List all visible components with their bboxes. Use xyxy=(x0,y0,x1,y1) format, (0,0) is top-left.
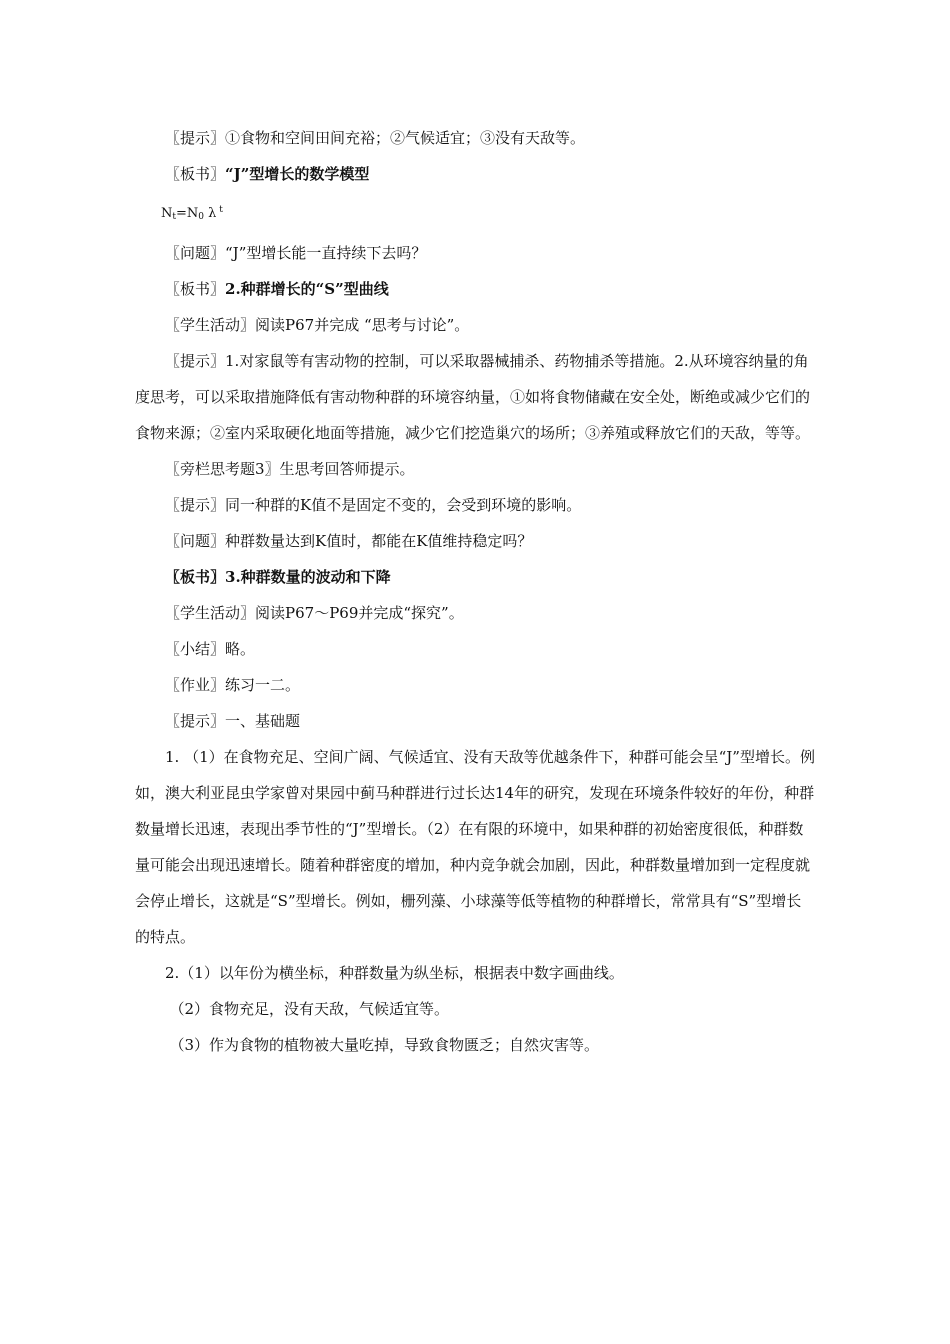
formula-eq: =N xyxy=(176,206,199,221)
answer-2-2 xyxy=(135,991,815,1027)
paragraph-tag: 〖板书〗 xyxy=(165,568,226,586)
paragraph-text: 2.（1）以年份为横坐标，种群数量为纵坐标，根据表中数字画曲线。 xyxy=(165,964,624,982)
formula-sub-0: 0 xyxy=(198,212,205,222)
paragraph-question-2 xyxy=(135,523,815,559)
paragraph-text: ①食物和空间田间充裕；②气候适宜；③没有天敌等。 xyxy=(225,129,586,147)
paragraph-tag: 〖提示〗 xyxy=(165,352,226,370)
board-heading: 3.种群数量的波动和下降 xyxy=(225,568,391,586)
formula-sub-t: t xyxy=(172,212,176,222)
paragraph-tag: 〖旁栏思考题3〗 xyxy=(165,460,280,478)
paragraph-sidebar-question xyxy=(135,451,815,487)
paragraph-tag: 〖问题〗 xyxy=(165,244,226,262)
answer-1 xyxy=(135,739,815,955)
formula-exp-t: t xyxy=(216,205,223,215)
paragraph-hint-2 xyxy=(135,343,815,451)
paragraph-text: 1.对家鼠等有害动物的控制，可以采取器械捕杀、药物捕杀等措施。2.从环境容纳量的角度思考，可以采取措施降低有害动物种群的环境容纳量，①如将食物储藏在安全处，断绝或减少它们的食物来源；②室内采取硬化地面等措施，减少它们挖造巢穴的场所；③养殖或释放它们的天敌，等等。 xyxy=(135,352,811,442)
paragraph-tag: 〖板书〗 xyxy=(165,165,226,183)
paragraph-text: （3）作为食物的植物被大量吃掉，导致食物匮乏；自然灾害等。 xyxy=(169,1036,600,1054)
paragraph-text: “J”型增长能一直持续下去吗？ xyxy=(225,244,427,262)
paragraph-tag: 〖小结〗 xyxy=(165,640,226,658)
paragraph-tag: 〖提示〗 xyxy=(165,129,226,147)
paragraph-homework xyxy=(135,667,815,703)
paragraph-text: 同一种群的K值不是固定不变的，会受到环境的影响。 xyxy=(225,496,582,514)
paragraph-text: 生思考回答师提示。 xyxy=(279,460,415,478)
paragraph-text: 1. （1）在食物充足、空间广阔、气候适宜、没有天敌等优越条件下，种群可能会呈“J”型增长。例如，澳大利亚昆虫学家曾对果园中蓟马种群进行过长达14年的研究，发现在环境条件较好的年份，种群数量增长迅速，表现出季节性的“J”型增长。（2）在有限的环境中，如果种群的初始密度很低，种群数量可能会出现迅速增长。随着种群密度的增加，种内竞争就会加剧，因此，种群数量增加到一定程度就会停止增长，这就是“S”型增长。例如，栅列藻、小球藻等低等植物的种群增长，常常具有“S”型增长的特点。 xyxy=(135,748,815,946)
paragraph-tag: 〖作业〗 xyxy=(165,676,226,694)
board-heading: 2.种群增长的“S”型曲线 xyxy=(225,280,389,298)
paragraph-hint-1 xyxy=(135,120,815,156)
paragraph-text: 一、基础题 xyxy=(225,712,301,730)
paragraph-tag: 〖提示〗 xyxy=(165,496,226,514)
document-body xyxy=(135,120,815,1063)
paragraph-board-2 xyxy=(135,271,815,307)
paragraph-board-1 xyxy=(135,156,815,192)
paragraph-text: 阅读P67并完成 “思考与讨论”。 xyxy=(255,316,470,334)
paragraph-tag: 〖问题〗 xyxy=(165,532,226,550)
paragraph-activity-2 xyxy=(135,595,815,631)
paragraph-summary xyxy=(135,631,815,667)
formula-lambda: λ xyxy=(204,206,217,221)
formula-j-growth xyxy=(135,192,815,235)
paragraph-text: 略。 xyxy=(225,640,256,658)
paragraph-tag: 〖板书〗 xyxy=(165,280,226,298)
paragraph-text: 种群数量达到K值时，都能在K值维持稳定吗？ xyxy=(225,532,533,550)
formula-n: N xyxy=(161,206,173,221)
paragraph-text: 阅读P67～P69并完成“探究”。 xyxy=(255,604,464,622)
paragraph-tag: 〖提示〗 xyxy=(165,712,226,730)
board-heading: “J”型增长的数学模型 xyxy=(225,165,370,183)
paragraph-board-3 xyxy=(135,559,815,595)
paragraph-hint-4 xyxy=(135,703,815,739)
paragraph-text: 练习一二。 xyxy=(225,676,301,694)
answer-2-3 xyxy=(135,1027,815,1063)
paragraph-text: （2）食物充足，没有天敌，气候适宜等。 xyxy=(169,1000,450,1018)
paragraph-question-1 xyxy=(135,235,815,271)
paragraph-tag: 〖学生活动〗 xyxy=(165,316,256,334)
paragraph-activity-1 xyxy=(135,307,815,343)
paragraph-tag: 〖学生活动〗 xyxy=(165,604,256,622)
answer-2-1 xyxy=(135,955,815,991)
paragraph-hint-3 xyxy=(135,487,815,523)
